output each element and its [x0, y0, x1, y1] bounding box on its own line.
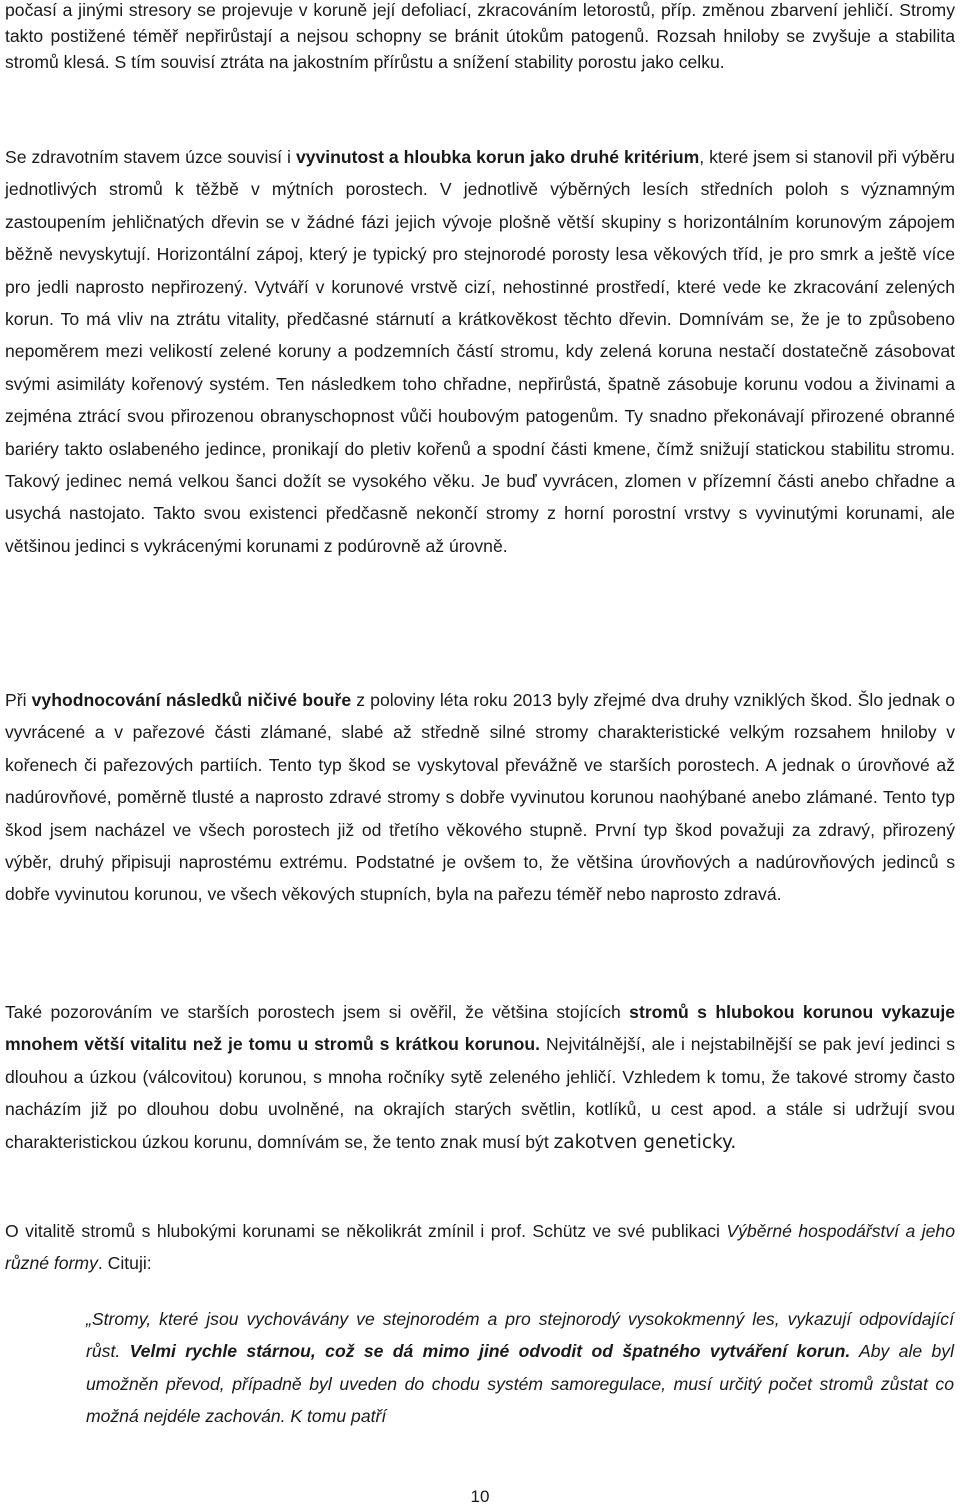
paragraph-vitality-text-1: Také pozorováním ve starších porostech jsem si ověřil, že většina stojících [5, 1002, 630, 1022]
block-quote [86, 1303, 954, 1433]
crown-criterion-emphasis: vyvinutost a hloubka korun jako druhé kritérium [295, 147, 700, 167]
paragraph-crown-depth [5, 141, 955, 562]
paragraph-storm-damage [5, 684, 955, 911]
paragraph-storm-damage-text-2: z poloviny léta roku 2013 byly zřejmé dva druhy vzniklých škod. Šlo jednak o vyvrácené a v pařezové části zlámané, slabé až středně silné stromy charakteristické velkým rozsahem hniloby v kořenech či pařezových partiích. Tento typ škod se vyskytoval převážně ve starších porostech. A jednak o úrovňové až nadúrovňové, poměrně tlusté a naprosto zdravé stromy s dobře vyvinutou korunou naohýbané anebo zlámané. Tento typ škod jsem nacházel ve všech porostech již od třetího věkového stupně. První typ škod považuji za zdravý, přirozený výběr, druhý připisuji naprostému extrému. Podstatné je ovšem to, že většina úrovňových a nadúrovňových jedinců s dobře vyvinutou korunou, ve všech věkových stupních, byla na pařezu téměř nebo naprosto zdravá. [5, 690, 955, 905]
deep-crown-vitality-emphasis: stromů s hlubokou korunou vykazuje mnohem větší vitalitu než je tomu u stromů s krátkou korunou. [5, 1002, 955, 1055]
paragraph-vitality-observation [5, 996, 955, 1159]
paragraph-schutz-text-2: . Cituji: [97, 1253, 152, 1274]
page-number: 10 [470, 1487, 490, 1506]
paragraph-crown-depth-text-1: Se zdravotním stavem úzce souvisí i [5, 147, 296, 167]
paragraph-crown-depth-text-2: , které jsem si stanovil při výběru jednotlivých stromů k těžbě v mýtních porostech. V jednotlivě výběrných lesích středních poloh s významným zastoupením jehličnatých dřevin se v žádné fázi jejich vývoje plošně větší skupiny s horizontálním korunovým zápojem běžně nevyskytují. Horizontální zápoj, který je typický pro stejnorodé porosty lesa věkových tříd, je pro smrk a ještě více pro jedli naprosto nepřirozený. Vytváří v korunové vrstvě cizí, nehostinné prostředí, které vede ke zkracování zelených korun. To má vliv na ztrátu vitality, předčasné stárnutí a krátkověkost těchto dřevin. Domnívám se, že je to způsobeno nepoměrem mezi velikostí zelené koruny a podzemních částí stromu, kdy zelená koruna nestačí dostatečně zásobovat svými asimiláty kořenový systém. Ten následkem toho chřadne, nepřirůstá, špatně zásobuje korunu vodou a živinami a zejména ztrácí svou přirozenou obranyschopnost vůči houbovým patogenům. Ty snadno překonávají přirozené obranné bariéry takto oslabeného jedince, pronikají do pletiv kořenů a spodní části kmene, čímž snižují statickou stabilitu stromu. Takový jedinec nemá velkou šanci dožít se vysokého věku. Je buď vyvrácen, zlomen v přízemní části anebo chřadne a usychá nastojato. Takto svou existenci předčasně nekončí stromy z horní porostní vrstvy s vyvinutými korunami, ale většinou jedinci s vykrácenými korunami z podúrovně až úrovně. [5, 147, 955, 556]
paragraph-defoliation [5, 0, 955, 75]
block-quote-emphasis: Velmi rychle stárnou, což se dá mimo jiné odvodit od špatného vytváření korun. [129, 1341, 851, 1362]
paragraph-schutz-text-1: O vitalitě stromů s hlubokými korunami se několikrát zmínil i prof. Schütz ve své publikaci [5, 1221, 727, 1241]
paragraph-defoliation-text: počasí a jinými stresory se projevuje v koruně její defoliací, zkracováním letorostů, příp. změnou zbarvení jehličí. Stromy takto postižené téměř nepřirůstají a nejsou schopny se bránit útokům patogenů. Rozsah hniloby se zvyšuje a stabilita stromů klesá. S tím souvisí ztráta na jakostním přírůstu a snížení stability porostu jako celku. [5, 0, 955, 72]
storm-evaluation-emphasis: vyhodnocování následků ničivé bouře [31, 690, 352, 710]
block-quote-text-1: „Stromy, které jsou vychovávány ve stejnorodém a pro stejnorodý vysokokmenný les, vykazují odpovídající růst. [86, 1309, 954, 1362]
paragraph-vitality-text-2: Nejvitálnější, ale i nejstabilnější se pak jeví jedinci s dlouhou a úzkou (válcovitou) korunou, s mnoha ročníky sytě zeleného jehličí. Vzhledem k tomu, že takové stromy často nacházím již po dlouhou dobu uvolněné, na okrajích starých světlin, kotlíků, u cest apod. a stále si udržují svou charakteristickou úzkou korunu, domnívám se, že tento znak musí být [5, 1034, 955, 1152]
paragraph-storm-damage-text-1: Při [5, 690, 32, 710]
paragraph-schutz-citation [5, 1215, 955, 1280]
block-quote-text-2: Aby ale byl umožněn převod, případně byl uveden do chodu systém samoregulace, musí určitý počet stromů zůstat co možná nejdéle zachován. K tomu patří [86, 1341, 954, 1427]
publication-title: Výběrné hospodářství a jeho různé formy [5, 1221, 955, 1274]
genetic-anchor-phrase: zakotven geneticky. [553, 1131, 737, 1153]
